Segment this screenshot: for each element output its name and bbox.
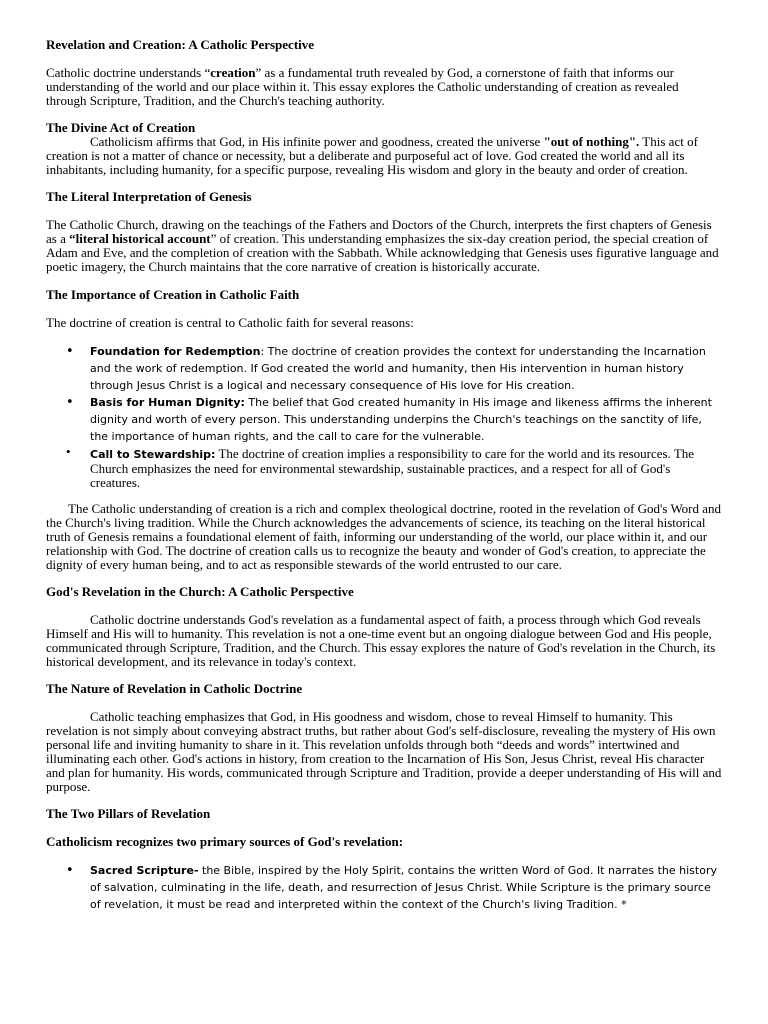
list-item-bold: Call to Stewardship: [90,448,216,461]
list-item [46,343,722,394]
nature-paragraph: Catholic teaching emphasizes that God, in His goodness and wisdom, chose to reveal Himself to humanity. This revelation is not simply about conveying abstract truths, but rather about God's self-disclosure, revealing the mystery of His own personal life and inviting humanity to share in it. This revelation unfolds through both “deeds and words” intertwined and illuminating each other. God's actions in history, from creation to the Incarnation of His Son, Jesus Christ, reveal His character and plan for humanity. His words, communicated through Scripture and Tradition, provide a deeper understanding of His will and purpose. [46,709,722,794]
intro-paragraph [46,66,722,108]
heading-revelation-church: God's Revelation in the Church: A Catholic Perspective [46,584,354,599]
list-item-text: the Bible, inspired by the Holy Spirit, contains the written Word of God. It narrates the history of salvation, culminating in the life, death, and resurrection of Jesus Christ. While Scripture is the primary source of revelation, it must be read and interpreted within the context of the Church's living Tradition. * [90,864,717,911]
heading-divine-act: The Divine Act of Creation [46,120,196,135]
list-item-text: : The doctrine of creation provides the context for understanding the Incarnation and the work of redemption. If God created the world and humanity, then His intervention in human history through Jesus Christ is a logical and necessary consequence of His love for His creation. [90,345,706,392]
heading-literal-genesis: The Literal Interpretation of Genesis [46,189,252,204]
creation-closing-paragraph: The Catholic understanding of creation is a rich and complex theological doctrine, rooted in the revelation of God's Word and the Church's living tradition. While the Church acknowledges the advancements of science, its teaching on the literal historical truth of Genesis remains a foundational element of faith, informing our understanding of the world, our place within it, and our relationship with God. The doctrine of creation calls us to recognize the beauty and wonder of God's creation, to appreciate the dignity of every human being, and to act as responsible stewards of the world entrusted to our care. [46,501,722,572]
bullet-icon: • [66,395,74,410]
bullet-icon: • [66,863,74,878]
list-item [46,394,722,445]
list-item-bold: Basis for Human Dignity: [90,396,245,409]
intro-text-end: ” as a fundamental truth revealed by God, a cornerstone of faith that informs our understanding of the world and our place within it. This essay explores the Catholic understanding of creation as revealed through Scripture, Tradition, and the Church's teaching authority. [46,65,679,108]
list-item-text: The belief that God created humanity in His image and likeness affirms the inherent dignity and worth of every person. This understanding underpins the Church's teachings on the sanctity of life, the importance of human rights, and the call to care for the vulnerable. [90,396,712,443]
divine-text-end: This act of creation is not a matter of chance or necessity, but a deliberate and purposeful act of love. God created the world and all its inhabitants, including humanity, for a specific purpose, revealing His wisdom and glory in the beauty and order of creation. [46,134,698,177]
pillars-list [46,862,722,913]
list-item-text: The doctrine of creation implies a responsibility to care for the world and its resources. The Church emphasizes the need for environmental stewardship, sustainable practices, and a respect for all of God's creatures. [90,446,695,490]
literal-bold-term: “literal historical account [69,231,211,246]
document-body [46,38,722,913]
bullet-icon: • [66,344,74,359]
bullet-icon: • [66,444,71,459]
heading-nature-revelation: The Nature of Revelation in Catholic Doctrine [46,681,303,696]
literal-paragraph [46,218,722,274]
literal-text-start: The Catholic Church, drawing on the teachings of the Fathers and Doctors of the Church, interprets the first chapters of Genesis as a [46,217,712,246]
revelation-paragraph: Catholic doctrine understands God's revelation as a fundamental aspect of faith, a process through which God reveals Himself and His will to humanity. This revelation is not a one-time event but an ongoing dialogue between God and His people, communicated through Scripture, Tradition, and the Church. This essay explores the nature of God's revelation in the Church, its historical development, and its relevance in today's context. [46,612,716,669]
heading-importance: The Importance of Creation in Catholic Faith [46,287,300,302]
pillars-subheading: Catholicism recognizes two primary sources of God's revelation: [46,834,404,849]
divine-bold-term: "out of nothing". [543,134,640,149]
intro-bold-term: creation [210,65,256,80]
literal-text-end: ” of creation. This understanding emphasizes the six-day creation period, the special creation of Adam and Eve, and the completion of creation with the Sabbath. While acknowledging that Genesis uses figurative language and poetic imagery, the Church maintains that the core narrative of creation is historically accurate. [46,231,719,274]
list-item [46,862,722,913]
divine-paragraph [46,135,722,177]
intro-text-start: Catholic doctrine understands “ [46,65,211,80]
list-item [46,445,722,490]
importance-list [46,343,722,490]
list-item-bold: Foundation for Redemption [90,345,261,358]
document-title: Revelation and Creation: A Catholic Perspective [46,37,315,52]
divine-text-start: Catholicism affirms that God, in His infinite power and goodness, created the universe [90,134,544,149]
importance-lead: The doctrine of creation is central to Catholic faith for several reasons: [46,315,414,330]
heading-two-pillars: The Two Pillars of Revelation [46,806,211,821]
list-item-bold: Sacred Scripture- [90,864,199,877]
